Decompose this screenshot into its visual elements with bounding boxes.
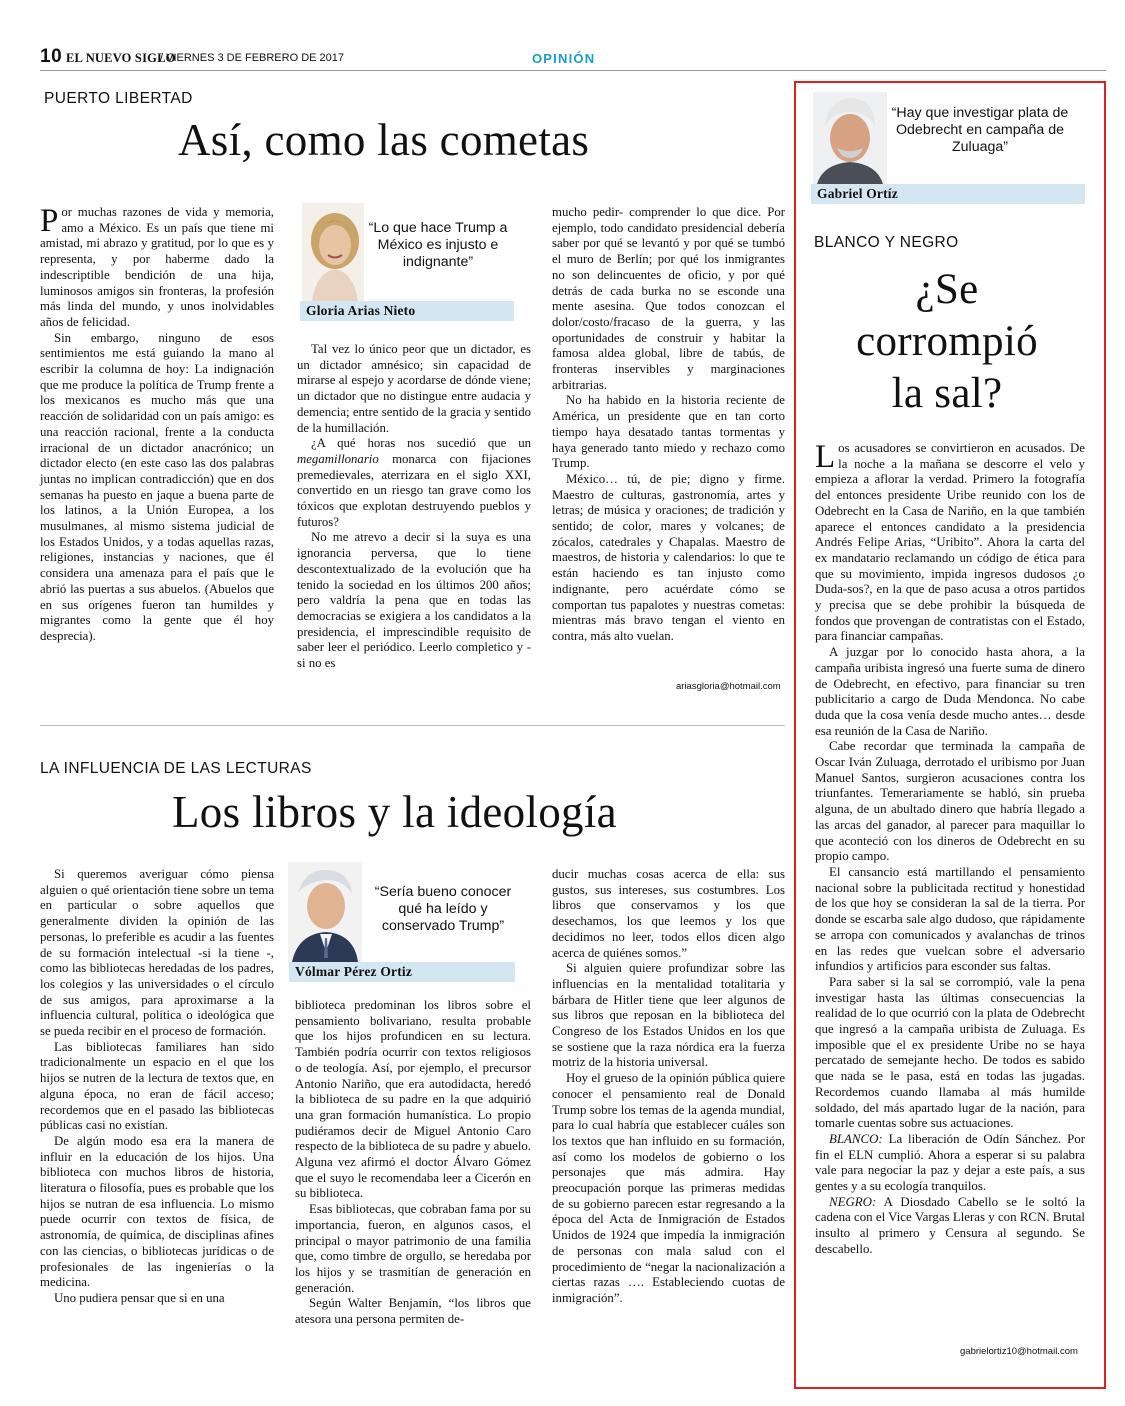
article3-title-line: la sal?: [891, 370, 1003, 417]
article2-paragraph: Uno pudiera pensar que si en una: [54, 1290, 225, 1305]
article1-paragraph: No ha habido en la historia reciente de América, un presidente que en tan corto tiempo haya desatado tantas tormentas y haya generado tanto miedo y rechazo como Trump.: [552, 393, 785, 471]
article3-author: Gabriel Ortíz: [811, 184, 1085, 204]
article-divider: [40, 725, 785, 726]
article1-column-1: [40, 205, 274, 645]
article3-paragraph: Los acusadores se convirtieron en acusados. De la noche a la mañana se descorre el velo y empieza a aflorar la verdad. Primero la fotografía del entonces presidente Uribe reunido con los de Odebrecht en la Casa de Nariño, en la que también aparece el entonces candidato a la presidencia Andrés Felipe Arias, “Uribito”. Ahora la carta del ex mandatario reclamando un código de ética para que su movimiento, impida ingresos dudosos ¿o Duda-sos?, en la que de paso acusa a otros partidos y precisa que se debe prohibir la búsqueda de fondos que provengan de contratistas con el Estado, para financiar campañas.: [815, 439, 1085, 644]
article2-paragraph: Las bibliotecas familiares han sido tradicionalmente un espacio en el que los hijos se nutren de la lectura de textos que, en alguna época, no eran de fácil acceso; recordemos que en el pasado las bibliotecas públicas casi no existían.: [40, 1039, 274, 1133]
article3-title: [806, 264, 1088, 420]
article2-column-2: [295, 998, 531, 1328]
article1-kicker: PUERTO LIBERTAD: [44, 90, 193, 107]
article2-paragraph: Si queremos averiguar cómo piensa alguien o qué orientación tiene sobre un tema en particular o sobre aquellos que generalmente dividen la opinión de las personas, lo preferible es acudir a las fuentes de su formación intelectual -si la tiene -, como las bibliotecas heredadas de los padres, los colegios y las universidades o el círculo de sus amigos, para aproximarse a la influencia cultural, política o ideológica que se pueda recibir en el proceso de formación.: [40, 867, 274, 1039]
article1-title: Así, como las cometas: [178, 115, 590, 165]
article2-paragraph: Según Walter Benjamín, “los libros que atesora una persona permiten de-: [295, 1296, 531, 1327]
article2-paragraph: Hoy el grueso de la opinión pública quiere conocer el pensamiento real de Donald Trump sobre los temas de la agenda mundial, para lo cual habría que establecer cuáles son los textos que han influido en su formación, así como los modelos de gobierno o los personajes que más admira. Hay preocupación porque las primeras medidas de su gobierno parecen estar regresando a la época del Acta de Inmigración de Estados Unidos de 1924 que impedía la inmigración de personas con mala salud con el procedimiento de “negar la nacionalización a ciertas razas …. Estableciendo cuotas de inmigración”.: [552, 1071, 785, 1305]
article3-body: [815, 441, 1085, 1258]
article2-paragraph: De algún modo esa era la manera de influir en la educación de los hijos. Una biblioteca con muchos libros de historia, literatura o filosofía, pues es probable que los hijos se nutran de esa influencia. Lo mismo puede ocurrir con textos de física, de astronomía, de química, de disciplinas afines con las ciencias, o bibliotecas jurídicas o de profesionales de las ingenierías o la medicina.: [40, 1133, 274, 1290]
article3-paragraph: Cabe recordar que terminada la campaña de Oscar Iván Zuluaga, derrotado el uribismo por Juan Manuel Santos, surgieron acusaciones contra los triunfantes. Temerariamente se habló, sin prueba alguna, de un abultado dinero que habría llegado a las arcas del ganador, al parecer para maquillar lo que aconteció con los dineros de Odebrecht en su propio campo.: [815, 739, 1085, 864]
article3-email: gabrielortiz10@hotmail.com: [960, 1346, 1078, 1357]
article1-paragraph: No me atrevo a decir si la suya es una ignorancia perversa, que lo tiene descontextualizado de la evolución que ha tenido la sociedad en los últimos 200 años; pero valdría la pena que en todas las democracias se exigiera a los candidatos a la presidencia, el imprescindible requisito de saber leer el periódico. Leerlo completico y -si no es: [297, 530, 531, 671]
article2-kicker: LA INFLUENCIA DE LAS LECTURAS: [40, 760, 312, 777]
article2-column-1: [40, 867, 274, 1307]
article3-title-line: ¿Se: [915, 266, 979, 313]
article1-email: ariasgloria@hotmail.com: [676, 681, 781, 692]
article2-pull-quote: “Sería bueno conocer qué ha leído y conservado Trump”: [374, 884, 512, 934]
article1-pull-quote: “Lo que hace Trump a México es injusto e indignante”: [368, 220, 508, 270]
author-photo: [813, 92, 887, 184]
article3-kicker: BLANCO Y NEGRO: [814, 234, 959, 251]
article2-paragraph: biblioteca predominan los libros sobre el pensamiento bolivariano, resulta probable que los hijos profundicen en su lectura. También podría ocurrir con textos religiosos o de teología. Así, por ejemplo, el precursor Antonio Nariño, que era autodidacta, heredó la biblioteca de su padre en la que adquirió una gran formación humanística. Lo propio pudiéramos decir de Miguel Antonio Caro respecto de la biblioteca de su padre y abuelo. Alguna vez afirmó el doctor Álvaro Gómez que el suyo le recomendaba leer a Cicerón en su biblioteca.: [295, 998, 531, 1201]
article2-paragraph: Esas bibliotecas, que cobraban fama por su importancia, fueron, en algunos casos, el principal o mayor patrimonio de una familia que, como timbre de orgullo, se heredaba por los hijos y se trasmitían de generación en generación.: [295, 1202, 531, 1295]
article2-author: Vólmar Pérez Ortiz: [289, 962, 515, 982]
article3-title-line: corrompió: [856, 318, 1038, 365]
article2-column-3: [552, 867, 785, 1307]
article1-author: Gloria Arias Nieto: [300, 301, 514, 321]
article1-paragraph: México… tú, de pie; digno y firme. Maestro de culturas, gastronomía, artes y letras; de música y oraciones; de tradición y sentido; de color, mares y volcanes; de zócalos, catedrales y Chapalas. Maestro de maestros, de historia y calendarios: lo que te están haciendo es tan injusto como indignante, pero acuérdate cómo se comportan tus papalotes y nuestras cometas: mientras más bravo tengan el viento en contra, más alto vuelan.: [552, 471, 785, 643]
article3-pull-quote: “Hay que investigar plata de Odebrecht en campaña de Zuluaga”: [891, 105, 1069, 155]
article1-paragraph: ¿A qué horas nos sucedió que un megamillonario monarca con fijaciones premedievales, aterrizara en el siglo XXI, convertido en un riesgo tan grave como los tóxicos que explotan destruyendo pueblos y futuros?: [297, 436, 531, 529]
publication-date: / VIERNES 3 DE FEBRERO DE 2017: [160, 52, 345, 64]
article3-blanco: BLANCO: La liberación de Odín Sánchez. Por fin el ELN cumplió. Ahora a esperar si su palabra vale para negociar la paz y dejar a este país, a sus gentes y a su ecología tranquilos.: [815, 1131, 1085, 1194]
article2-title: Los libros y la ideología: [172, 787, 617, 837]
article2-paragraph: Si alguien quiere profundizar sobre las influencias en la mentalidad totalitaria y bárbara de Hitler tiene que leer algunos de sus libros que reposan en la biblioteca del Congreso de los Estados Unidos en los que se sostiene que la raza nórdica era la fuerza motriz de la historia universal.: [552, 961, 785, 1070]
article3-paragraph: A juzgar por lo conocido hasta ahora, a la campaña uribista ingresó una fuerte suma de dinero de Odebrecht, en efectivo, para financiar su tren publicitario a cargo de Duda Mendonca. No cabe duda que la cosa venía desde mucho antes… desde esa reunión de la Casa de Nariño.: [815, 645, 1085, 738]
page-number: 10: [40, 46, 63, 67]
article1-paragraph: Por muchas razones de vida y memoria, amo a México. Es un país que tiene mi amistad, mi abrazo y gratitud, por lo que es y representa, y por haberme dado la indescriptible bendición de una hija, luminosos amigos sin fronteras, la profesión más linda del mundo, y unos inolvidables años de felicidad.: [40, 203, 274, 329]
article1-paragraph: Tal vez lo único peor que un dictador, es un dictador amnésico; sin capacidad de mirarse al espejo y acordarse de dónde viene; un dictador que no distingue entre audacia y demencia; entre sentido de la gracia y sentido de la humillación.: [297, 342, 531, 435]
dropcap: L: [815, 439, 836, 475]
section-label: OPINIÓN: [532, 51, 596, 66]
author-photo: [302, 203, 364, 301]
dropcap: P: [40, 203, 59, 239]
article1-paragraph: mucho pedir- comprender lo que dice. Por ejemplo, todo candidato presidencial debería saber por qué se levantó y por qué se tumbó el muro de Berlín; por qué los inmigrantes no son delincuentes de oficio, y por qué detrás de cada burka no se esconde una mente asesina. Que todos conozcan el dolor/costo/fracaso de la guerra, y las oportunidades de construir y habitar la famosa aldea global, libre de tabús, de fronteras inservibles y marginaciones arbitrarias.: [552, 205, 785, 392]
header-rule: [40, 70, 1106, 71]
article3-paragraph: Para saber si la sal se corrompió, vale la pena investigar hasta las últimas consecuencias la realidad de lo que ocurrió con la plata de Odebrecht que ingresó a la campaña uribista de Zuluaga. Es imposible que el ex presidente Uribe no se haya percatado de semejante hecho. De todos es sabido que nada se le pasa, está en todas las jugadas. Recordemos cuando llamaba al más humilde soldado, del más apartado lugar de la nación, para tomarle cuentas sobre sus actuaciones.: [815, 974, 1085, 1131]
article3-paragraph: El cansancio está martillando el pensamiento nacional sobre la publicitada rectitud y honestidad de los que hoy se consideran la sal de la tierra. Por donde se escarba sale algo dudoso, que rápidamente se arropa con comunicados y avalanchas de trinos en las redes que vuelcan sobre el adversario infundios y artificios para esconder sus faltas.: [815, 864, 1085, 974]
publication-name: EL NUEVO SIGLO: [66, 51, 176, 65]
article2-paragraph: ducir muchas cosas acerca de ella: sus gustos, sus intereses, sus costumbres. Los libros que conservamos y los que desechamos, los que leemos y los que decidimos no leer, todos ellos dicen algo acerca de quiénes somos.”: [552, 867, 785, 960]
article3-negro: NEGRO: A Diosdado Cabello se le soltó la cadena con el Vice Vargas Lleras y con RCN. Brutal insulto al primero y Censura al segundo. Se descabello.: [815, 1194, 1085, 1256]
article1-column-3: [552, 205, 785, 645]
article1-column-2: [297, 342, 531, 672]
author-photo: [288, 862, 362, 962]
article1-paragraph: Sin embargo, ninguno de esos sentimientos me está guiando la mano al escribir la columna de hoy: La indignación que me produce la política de Trump frente a los mexicanos es mucho más que una reacción de solidaridad con un país amigo: es una reacción racional, frente a la conducta irracional de un dictador anacrónico; un dictador electo (en este caso las dos palabras juntas no implican contradicción) que en dos semanas ha puesto en jaque a buena parte de los latinos, a la Unión Europea, a los musulmanes, al mismo sistema judicial de los Estados Unidos, y a todas aquellas razas, religiones, instancias y naciones, que él considera una amenaza para el país que le abrió las puertas a sus abuelos. (Abuelos que en sus orígenes fueron tan humildes y migrantes como la gente que él hoy desprecia).: [40, 330, 274, 643]
